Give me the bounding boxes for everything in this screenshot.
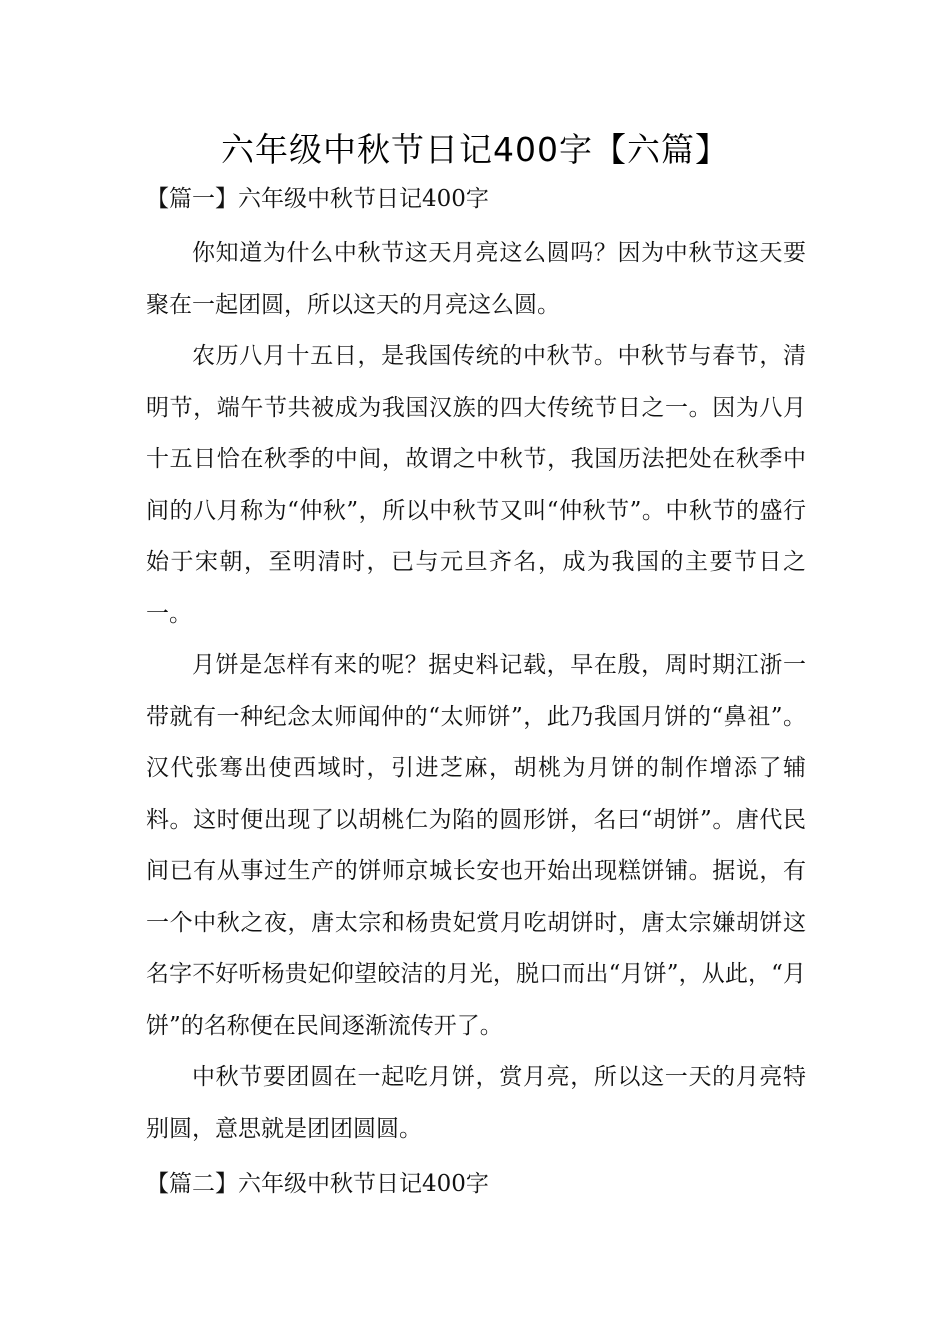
paragraph-1: 你知道为什么中秋节这天月亮这么圆吗？因为中秋节这天要聚在一起团圆，所以这天的月亮这么圆。 bbox=[146, 240, 806, 318]
document-body bbox=[146, 178, 806, 1205]
section-heading-2: 【篇二】六年级中秋节日记400字 bbox=[146, 1171, 489, 1197]
section-heading-1: 【篇一】六年级中秋节日记400字 bbox=[146, 186, 489, 212]
paragraph-2: 农历八月十五日，是我国传统的中秋节。中秋节与春节，清明节，端午节共被成为我国汉族的四大传统节日之一。因为八月十五日恰在秋季的中间，故谓之中秋节，我国历法把处在秋季中间的八月称为“仲秋”，所以中秋节又叫“仲秋节”。中秋节的盛行始于宋朝，至明清时，已与元旦齐名，成为我国的主要节日之一。 bbox=[146, 343, 806, 627]
document-title: 六年级中秋节日记400字【六篇】 bbox=[221, 130, 729, 169]
paragraph-4: 中秋节要团圆在一起吃月饼，赏月亮，所以这一天的月亮特别圆，意思就是团团圆圆。 bbox=[146, 1064, 806, 1142]
spacer bbox=[146, 1155, 806, 1163]
paragraph-3: 月饼是怎样有来的呢？据史料记载，早在殷，周时期江浙一带就有一种纪念太师闻仲的“太师饼”，此乃我国月饼的“鼻祖”。汉代张骞出使西域时，引进芝麻，胡桃为月饼的制作增添了辅料。这时便出现了以胡桃仁为陷的圆形饼，名曰“胡饼”。唐代民间已有从事过生产的饼师京城长安也开始出现糕饼铺。据说，有一个中秋之夜，唐太宗和杨贵妃赏月吃胡饼时，唐太宗嫌胡饼这名字不好听杨贵妃仰望皎洁的月光，脱口而出“月饼”，从此，“月饼”的名称便在民间逐渐流传开了。 bbox=[146, 652, 806, 1039]
spacer bbox=[146, 220, 806, 228]
